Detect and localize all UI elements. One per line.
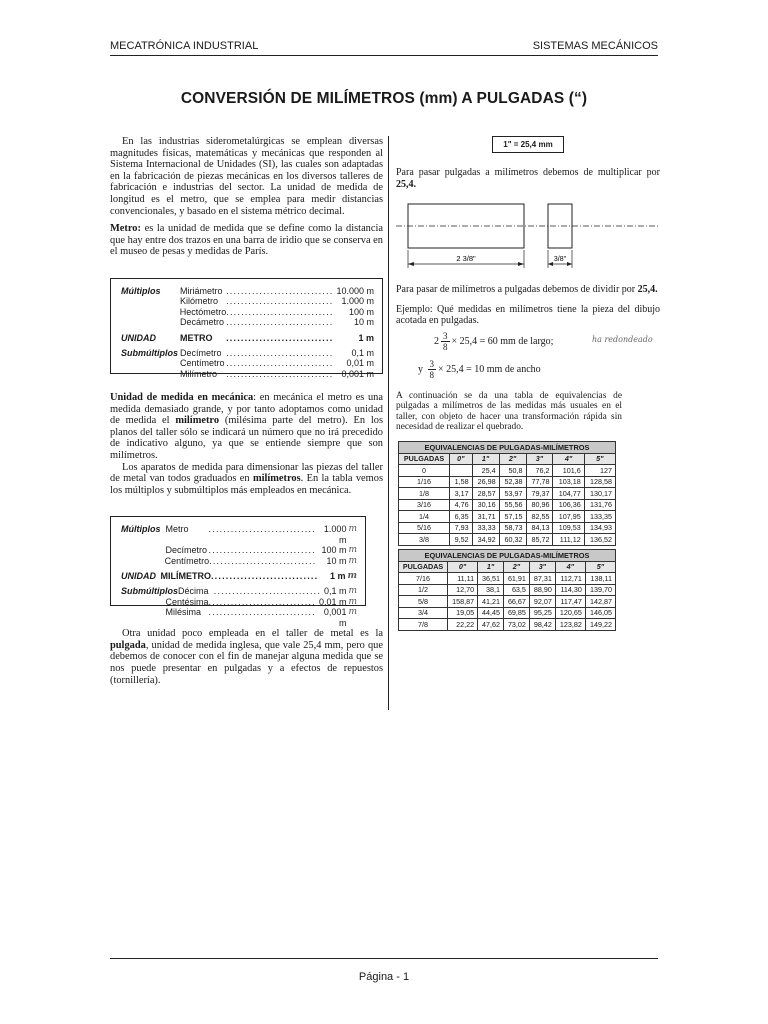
unit-row: UNIDAD METRO ............................. 1 m xyxy=(121,332,374,343)
table-cell: 25,4 xyxy=(472,465,499,477)
table-cell: 7/16 xyxy=(399,573,448,585)
header-left: MECATRÓNICA INDUSTRIAL xyxy=(110,40,259,52)
unit-name: Milésima xyxy=(165,607,201,618)
mecanica-paragraph: Unidad de medida en mecánica: en mecánica el metro es una medida demasiado grande, y por tanto adoptamos como unidad de medida el milímetro (milésima parte del metro). En los planos del taller sólo se indicará un número que no irá precedido de indicativo alguno, ya que se entiende siempre que son milímetros. xyxy=(110,391,383,461)
handwritten-mark: m xyxy=(348,555,357,566)
table-cell: 47,62 xyxy=(478,619,504,631)
inch-to-mm-paragraph: Para pasar pulgadas a milímetros debemos de multiplicar por 25,4. xyxy=(396,167,660,190)
table-cell: 61,91 xyxy=(504,573,530,585)
table-cell: 98,42 xyxy=(529,619,555,631)
table-cell: 92,07 xyxy=(529,596,555,608)
table-row xyxy=(399,488,616,500)
unit-name: Hectómetro xyxy=(179,306,227,317)
column-header: 3" xyxy=(529,561,555,573)
unit-name: Milímetro xyxy=(180,368,218,379)
metro-label: Metro: xyxy=(110,223,141,235)
table-cell: 76,2 xyxy=(526,465,553,477)
unit-row: Centímetro ............................. 10 m m xyxy=(164,555,357,566)
equivalences-intro: A continuación se da una tabla de equivalencias de pulgadas a milímetros de las medidas más usuales en el taller, con objeto de hacer una transformación rápida sin necesidad de realizar el quebrado. xyxy=(396,390,622,433)
ejemplo-paragraph: Ejemplo: Qué medidas en milímetros tiene la pieza del dibujo acotada en pulgadas. xyxy=(396,303,660,327)
table-cell: 120,65 xyxy=(555,607,585,619)
table-row xyxy=(399,465,616,477)
column-header: PULGADAS xyxy=(399,453,450,465)
table-cell: 111,12 xyxy=(553,534,584,546)
column-header: 4" xyxy=(553,453,584,465)
unit-row: Decámetro ............................. 10 m xyxy=(180,317,374,328)
column-header: 2" xyxy=(504,561,530,573)
metro-units-table xyxy=(110,278,383,379)
milimetro-units-table xyxy=(110,516,366,628)
unit-value: 10 m xyxy=(326,555,347,566)
table-cell: 7,93 xyxy=(450,522,473,534)
page-footer: Página - 1 xyxy=(110,958,658,983)
table-cell: 26,98 xyxy=(472,476,499,488)
table-cell: 79,37 xyxy=(526,488,553,500)
table-row xyxy=(399,511,616,523)
table-cell: 88,90 xyxy=(529,584,555,596)
equation-width: y $\frac{3}{8}$ × 25,4 = 10 mm de ancho xyxy=(418,358,541,380)
table-cell: 41,21 xyxy=(478,596,504,608)
table-cell: 63,5 xyxy=(504,584,530,596)
column-header: 5" xyxy=(584,453,615,465)
table-row xyxy=(399,522,616,534)
table-cell: 5/16 xyxy=(399,522,450,534)
table-cell: 130,17 xyxy=(584,488,615,500)
unit-category: Submúltiplos xyxy=(121,347,178,358)
unit-row: Centímetro ............................. 0,01 m xyxy=(180,358,374,369)
table-cell: 4,76 xyxy=(450,499,473,511)
table-cell: 149,22 xyxy=(585,619,615,631)
column-divider xyxy=(388,136,389,710)
table-row xyxy=(399,573,616,585)
left-column xyxy=(110,136,383,686)
unit-category: Múltiplos xyxy=(121,524,161,535)
unit-category: Múltiplos xyxy=(121,285,161,296)
table-cell: 28,57 xyxy=(472,488,499,500)
table-cell: 82,55 xyxy=(526,511,553,523)
table-cell: 112,71 xyxy=(555,573,585,585)
unit-name: Decímetro xyxy=(165,545,207,556)
table-cell: 34,92 xyxy=(472,534,499,546)
table-cell: 85,72 xyxy=(526,534,553,546)
unit-name: Centésima xyxy=(165,596,209,607)
column-header: 0" xyxy=(448,561,478,573)
table-cell: 38,1 xyxy=(478,584,504,596)
unit-name: Metro xyxy=(165,524,189,535)
unit-value: 100 m xyxy=(321,545,347,556)
mecanica-label: Unidad de medida en mecánica xyxy=(110,391,254,403)
table-cell: 104,77 xyxy=(553,488,584,500)
equivalence-table-2 xyxy=(398,549,616,631)
table-cell: 36,51 xyxy=(478,573,504,585)
table-row xyxy=(399,619,616,631)
table-cell: 69,85 xyxy=(504,607,530,619)
table-cell: 131,76 xyxy=(584,499,615,511)
table-cell: 1/2 xyxy=(399,584,448,596)
table-cell: 3/4 xyxy=(399,607,448,619)
handwritten-mark: m xyxy=(348,586,357,597)
table-cell: 138,11 xyxy=(585,573,615,585)
column-header: 4" xyxy=(555,561,585,573)
table-cell: 95,25 xyxy=(529,607,555,619)
column-header: 3" xyxy=(526,453,553,465)
table-row xyxy=(399,476,616,488)
handwritten-note: ha redondeado xyxy=(592,334,653,344)
table-cell: 52,38 xyxy=(499,476,526,488)
table-cell: 133,35 xyxy=(584,511,615,523)
table-row xyxy=(399,607,616,619)
handwritten-mark: m xyxy=(348,524,357,535)
handwritten-mark: m xyxy=(348,607,357,618)
unit-name: Decímetro xyxy=(180,347,222,358)
table-cell: 73,02 xyxy=(504,619,530,631)
table-cell: 127 xyxy=(584,465,615,477)
unit-row: Hectómetro ............................. 100 m xyxy=(179,306,374,317)
table-cell: 12,70 xyxy=(448,584,478,596)
column-header: 1" xyxy=(472,453,499,465)
unit-name: Décima xyxy=(178,586,209,597)
unit-row: Centésima ............................. 0,01 m m xyxy=(165,596,357,607)
table-cell: 58,73 xyxy=(499,522,526,534)
metro-text: es la unidad de medida que se define como la distancia que hay entre dos trazos en una barra de iridio que se conserva en el museo de pesas y medidas de París. xyxy=(110,223,383,258)
table-cell: 136,52 xyxy=(584,534,615,546)
unit-value: 0,01 m xyxy=(318,596,347,607)
table-caption: EQUIVALENCIAS DE PULGADAS-MILÍMETROS xyxy=(398,441,616,453)
table-cell: 80,96 xyxy=(526,499,553,511)
unit-row: Submúltiplos Décima ............................. 0,1 m m xyxy=(121,586,357,597)
table-cell: 117,47 xyxy=(555,596,585,608)
table-cell: 128,58 xyxy=(584,476,615,488)
part-drawing xyxy=(396,194,660,274)
unit-name: Kilómetro xyxy=(180,296,219,307)
unit-value: 0,1 m xyxy=(323,586,347,597)
table-cell: 109,53 xyxy=(553,522,584,534)
table-row xyxy=(399,584,616,596)
table-cell: 53,97 xyxy=(499,488,526,500)
unit-row: Submúltiplos Decímetro ............................. 0,1 m xyxy=(121,347,374,358)
table-cell: 11,11 xyxy=(448,573,478,585)
mm-to-inch-paragraph: Para pasar de milímetros a pulgadas debemos de dividir por 25,4. xyxy=(396,284,658,296)
table-cell: 44,45 xyxy=(478,607,504,619)
dimension-diagram xyxy=(396,194,660,274)
table-cell: 103,18 xyxy=(553,476,584,488)
table-cell: 114,30 xyxy=(555,584,585,596)
table-cell: 66,67 xyxy=(504,596,530,608)
unit-category: Submúltiplos xyxy=(121,586,178,597)
unit-row: Múltiplos Miriámetro ............................. 10.000 m xyxy=(121,285,374,296)
table-cell: 5/8 xyxy=(399,596,448,608)
unit-value: 100 m xyxy=(348,306,374,317)
unit-row: Decímetro ............................. 100 m m xyxy=(165,545,357,556)
unit-row: Milímetro ............................. 0,001 m xyxy=(180,368,374,379)
table-cell xyxy=(450,465,473,477)
unit-value: 1 m xyxy=(358,332,374,343)
header-right: SISTEMAS MECÁNICOS xyxy=(532,40,658,52)
table-cell: 1/16 xyxy=(399,476,450,488)
table-cell: 1/8 xyxy=(399,488,450,500)
equation-length: 2 $\frac{3}{8}$ × 25,4 = 60 mm de largo; xyxy=(434,330,554,352)
table-row xyxy=(399,596,616,608)
table-cell: 55,56 xyxy=(499,499,526,511)
unit-value: 0,001 m xyxy=(323,607,347,628)
column-header: 2" xyxy=(499,453,526,465)
unit-value: 0,001 m xyxy=(341,368,374,379)
table-cell: 31,71 xyxy=(472,511,499,523)
column-header: PULGADAS xyxy=(399,561,448,573)
table-cell: 146,05 xyxy=(585,607,615,619)
unit-value: 10.000 m xyxy=(336,285,374,296)
table-cell: 101,6 xyxy=(553,465,584,477)
table-cell: 1/4 xyxy=(399,511,450,523)
unit-value: 1.000 m xyxy=(341,296,374,307)
unit-row: Milésima ............................. 0,001 m m xyxy=(165,607,357,628)
table-cell: 22,22 xyxy=(448,619,478,631)
table-cell: 1,58 xyxy=(450,476,473,488)
table-cell: 3/8 xyxy=(399,534,450,546)
inch-equivalence-box: 1" = 25,4 mm xyxy=(492,136,564,153)
table-cell: 57,15 xyxy=(499,511,526,523)
example-equations xyxy=(396,331,660,385)
table-cell: 33,33 xyxy=(472,522,499,534)
aparatos-paragraph: Los aparatos de medida para dimensionar las piezas del taller de metal van todos graduados en milímetros. En la tabla vemos los múltiplos y submúltiplos más empleados en mecánica. xyxy=(110,461,383,496)
unit-cat: UNIDAD xyxy=(121,332,156,343)
dim-long-label: 2 3/8" xyxy=(456,254,476,264)
equivalence-table-1 xyxy=(398,441,616,546)
unit-row: Múltiplos Metro ............................. 1.000 m m xyxy=(121,524,357,545)
table-cell: 139,70 xyxy=(585,584,615,596)
table-cell: 60,32 xyxy=(499,534,526,546)
column-header: 0" xyxy=(450,453,473,465)
column-header: 5" xyxy=(585,561,615,573)
table-row xyxy=(399,499,616,511)
table-cell: 134,93 xyxy=(584,522,615,534)
unit-name: Centímetro xyxy=(180,358,225,369)
table-cell: 50,8 xyxy=(499,465,526,477)
unit-row: UNIDAD MILÍMETRO ............................. 1 m m xyxy=(121,570,357,581)
unit-name: Centímetro xyxy=(164,555,210,566)
table-cell: 9,52 xyxy=(450,534,473,546)
unit-row: Kilómetro ............................. 1.000 m xyxy=(180,296,374,307)
intro-paragraph: En las industrias siderometalúrgicas se emplean diversas magnitudes físicas, matemáticas y mecánicas que responden al Sistema Internacional de Unidades (SI), las cuales son adaptadas en la fabricación de piezas mecánicas en los diversos talleres de fabricación e industrias del sector. La unidad de medida de longitud es el metro, que se emplea para medir distancias convencionales, y basado en el sistema métrico decimal. xyxy=(110,136,383,217)
unit-name: METRO xyxy=(180,332,213,343)
table-cell: 0 xyxy=(399,465,450,477)
table-cell: 123,82 xyxy=(555,619,585,631)
page-title: CONVERSIÓN DE MILÍMETROS (mm) A PULGADAS (“) xyxy=(180,90,588,107)
unit-value: 0,01 m xyxy=(346,358,374,369)
dim-short-label: 3/8" xyxy=(553,256,567,264)
unit-name: Decámetro xyxy=(180,317,225,328)
handwritten-mark: m xyxy=(348,596,357,607)
table-cell: 6,35 xyxy=(450,511,473,523)
pulgada-paragraph: Otra unidad poco empleada en el taller de metal es la pulgada, unidad de medida inglesa, que vale 25,4 mm, pero que debemos de conocer con el fin de manejar alguna medida que se nos puede presentar en pulgadas y a efectos de repuestos (tornillería). xyxy=(110,628,383,686)
table-cell: 142,87 xyxy=(585,596,615,608)
table-cell: 77,78 xyxy=(526,476,553,488)
table-cell: 84,13 xyxy=(526,522,553,534)
metro-paragraph xyxy=(110,223,383,258)
table-cell: 3/16 xyxy=(399,499,450,511)
unit-value: 10 m xyxy=(353,317,374,328)
handwritten-mark: m xyxy=(348,545,357,556)
unit-value: 1.000 m xyxy=(323,524,347,545)
page-header xyxy=(110,40,658,56)
table-cell: 3,17 xyxy=(450,488,473,500)
unit-value: 0,1 m xyxy=(351,347,374,358)
right-column xyxy=(396,136,660,631)
table-cell: 107,95 xyxy=(553,511,584,523)
table-cell: 106,36 xyxy=(553,499,584,511)
column-header: 1" xyxy=(478,561,504,573)
unit-name: Miriámetro xyxy=(180,285,223,296)
table-cell: 30,16 xyxy=(472,499,499,511)
table-cell: 19,05 xyxy=(448,607,478,619)
table-cell: 7/8 xyxy=(399,619,448,631)
table-cell: 158,87 xyxy=(448,596,478,608)
table-row xyxy=(399,534,616,546)
table-cell: 87,31 xyxy=(529,573,555,585)
table-caption: EQUIVALENCIAS DE PULGADAS-MILÍMETROS xyxy=(398,549,616,561)
